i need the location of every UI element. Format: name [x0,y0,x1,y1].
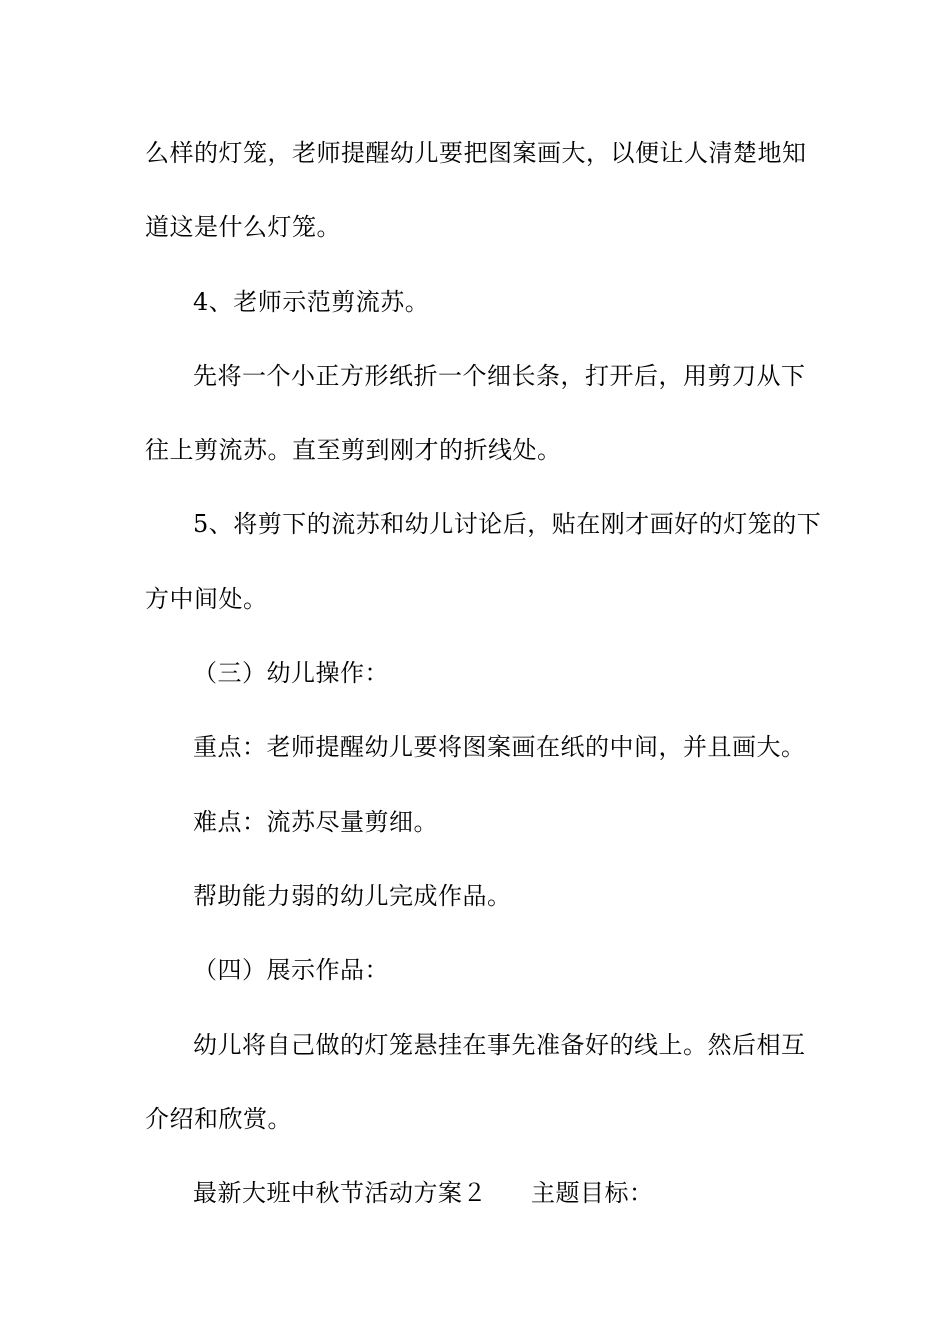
paragraph-line: 幼儿将自己做的灯笼悬挂在事先准备好的线上。然后相互 [193,1031,806,1059]
paragraph-line: 介绍和欣赏。 [145,1105,292,1133]
paragraph-line: 道这是什么灯笼。 [145,213,341,241]
paragraph-line: 难点：流苏尽量剪细。 [193,808,438,836]
paragraph-line: 先将一个小正方形纸折一个细长条，打开后，用剪刀从下 [193,362,806,390]
paragraph-line: 方中间处。 [145,585,268,613]
paragraph-line: 往上剪流苏。直至剪到刚才的折线处。 [145,436,562,464]
paragraph-line: 么样的灯笼，老师提醒幼儿要把图案画大，以便让人清楚地知 [145,139,807,167]
plan-title-line [193,1177,654,1209]
section-heading: （三）幼儿操作： [193,659,389,687]
plan-title: 最新大班中秋节活动方案２ [193,1179,487,1207]
paragraph-line: 4、老师示范剪流苏。 [193,288,430,316]
theme-goal-label: 主题目标： [531,1179,654,1207]
paragraph-line: 重点：老师提醒幼儿要将图案画在纸的中间，并且画大。 [193,733,806,761]
paragraph-line: 5、将剪下的流苏和幼儿讨论后，贴在刚才画好的灯笼的下 [193,510,822,538]
paragraph-line: 帮助能力弱的幼儿完成作品。 [193,882,512,910]
section-heading: （四）展示作品： [193,956,389,984]
